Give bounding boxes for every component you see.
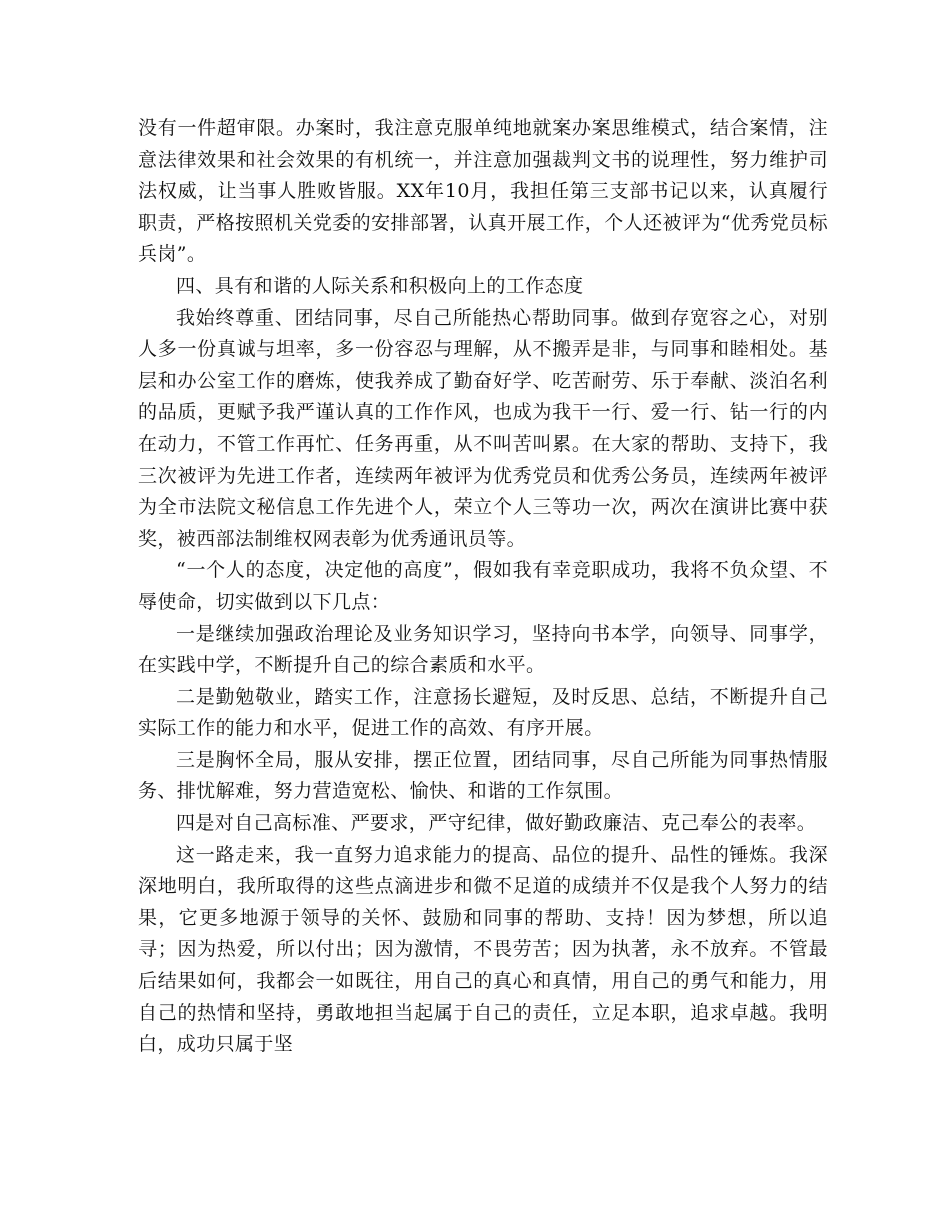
- list-item-two: 二是勤勉敬业，踏实工作，注意扬长避短，及时反思、总结，不断提升自己实际工作的能力和水平，促进工作的高效、有序开展。: [138, 685, 828, 740]
- list-item-three: 三是胸怀全局，服从安排，摆正位置，团结同事，尽自己所能为同事热情服务、排忧解难，努力营造宽松、愉快、和谐的工作氛围。: [138, 748, 828, 803]
- list-item-four: 四是对自己高标准、严要求，严守纪律，做好勤政廉洁、克己奉公的表率。: [176, 812, 817, 835]
- paragraph-continuation: 没有一件超审限。办案时，我注意克服单纯地就案办案思维模式，结合案情，注意法律效果和社会效果的有机统一，并注意加强裁判文书的说理性，努力维护司法权威，让当事人胜败皆服。XX年10月，我担任第三支部书记以来，认真履行职责，严格按照机关党委的安排部署，认真开展工作，个人还被评为“优秀党员标兵岗”。: [138, 117, 828, 266]
- list-item-one: 一是继续加强政治理论及业务知识学习，坚持向书本学，向领导、同事学，在实践中学，不断提升自己的综合素质和水平。: [138, 622, 828, 677]
- paragraph-relations: 我始终尊重、团结同事，尽自己所能热心帮助同事。做到存宽容之心，对别人多一份真诚与坦率，多一份容忍与理解，从不搬弄是非，与同事和睦相处。基层和办公室工作的磨炼，使我养成了勤奋好学、吃苦耐劳、乐于奉献、淡泊名利的品质，更赋予我严谨认真的工作作风，也成为我干一行、爱一行、钻一行的内在动力，不管工作再忙、任务再重，从不叫苦叫累。在大家的帮助、支持下，我三次被评为先进工作者，连续两年被评为优秀党员和优秀公务员，连续两年被评为全市法院文秘信息工作先进个人，荣立个人三等功一次，两次在演讲比赛中获奖，被西部法制维权网表彰为优秀通讯员等。: [138, 306, 828, 550]
- paragraph-closing: 这一路走来，我一直努力追求能力的提高、品位的提升、品性的锤炼。我深深地明白，我所取得的这些点滴进步和微不足道的成绩并不仅是我个人努力的结果，它更多地源于领导的关怀、鼓励和同事的帮助、支持！因为梦想，所以追寻；因为热爱，所以付出；因为激情，不畏劳苦；因为执著，永不放弃。不管最后结果如何，我都会一如既往，用自己的真心和真情，用自己的勇气和能力，用自己的热情和坚持，勇敢地担当起属于自己的责任，立足本职，追求卓越。我明白，成功只属于坚: [138, 843, 828, 1056]
- document-body: [138, 113, 828, 1061]
- section-heading: 四、具有和谐的人际关系和积极向上的工作态度: [176, 274, 584, 297]
- paragraph-quote: “一个人的态度，决定他的高度”，假如我有幸竞职成功，我将不负众望、不辱使命，切实做到以下几点：: [138, 559, 828, 613]
